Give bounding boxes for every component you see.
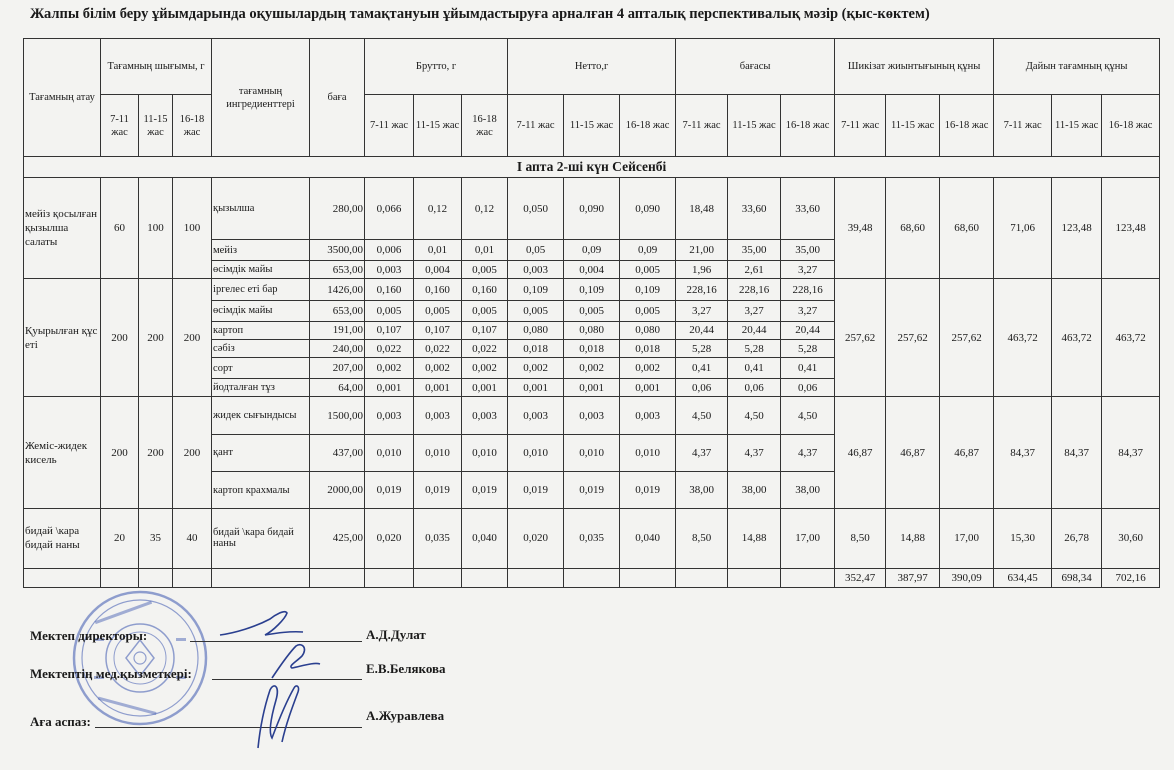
- signature-role-director: Мектеп директоры:: [30, 628, 148, 643]
- ingredient-name: картоп: [212, 321, 310, 339]
- ingredient-cost: 5,28: [676, 340, 728, 358]
- ingredient-net: 0,003: [508, 261, 564, 279]
- empty-cell: [365, 568, 414, 587]
- ingredient-gross: 0,010: [365, 434, 414, 471]
- table-row: [24, 178, 1160, 240]
- header-age-7-11: 7-11 жас: [365, 95, 414, 157]
- ingredient-net: 0,09: [620, 240, 676, 261]
- total-ready-price: 702,16: [1102, 568, 1160, 587]
- ingredient-name: бидай \кара бидай наны: [212, 509, 310, 569]
- empty-cell: [728, 568, 781, 587]
- header-age-11-15: 11-15 жас: [728, 95, 781, 157]
- day-row: [24, 157, 1160, 178]
- ingredient-net: 0,005: [620, 261, 676, 279]
- ingredient-net: 0,080: [620, 321, 676, 339]
- director-signature-icon: [215, 605, 305, 645]
- dish-raw-total: 8,50: [835, 509, 886, 569]
- table-row: [24, 279, 1160, 300]
- header-net: Нетто,г: [508, 39, 676, 95]
- dish-raw-total: 68,60: [940, 178, 994, 279]
- ingredient-price: 2000,00: [310, 471, 365, 508]
- ingredient-net: 0,005: [564, 300, 620, 321]
- dish-portion: 100: [173, 178, 212, 279]
- ingredient-cost: 228,16: [728, 279, 781, 300]
- header-gross: Брутто, г: [365, 39, 508, 95]
- ingredient-net: 0,003: [508, 397, 564, 434]
- dish-raw-total: 14,88: [886, 509, 940, 569]
- ingredient-price: 280,00: [310, 178, 365, 240]
- header-age-7-11: 7-11 жас: [101, 95, 139, 157]
- school-stamp-icon: [70, 588, 210, 728]
- ingredient-cost: 0,06: [728, 379, 781, 397]
- ingredient-cost: 0,06: [676, 379, 728, 397]
- signature-role-medic: Мектептің мед.қызметкері:: [30, 666, 192, 681]
- ingredient-gross: 0,020: [365, 509, 414, 569]
- dish-portion: 100: [139, 178, 173, 279]
- ingredient-cost: 2,61: [728, 261, 781, 279]
- empty-cell: [24, 568, 101, 587]
- total-raw-total: 390,09: [940, 568, 994, 587]
- dish-ready-price: 26,78: [1052, 509, 1102, 569]
- empty-cell: [310, 568, 365, 587]
- ingredient-cost: 14,88: [728, 509, 781, 569]
- ingredient-gross: 0,004: [414, 261, 462, 279]
- ingredient-net: 0,002: [620, 358, 676, 379]
- ingredient-gross: 0,035: [414, 509, 462, 569]
- dish-raw-total: 257,62: [886, 279, 940, 397]
- header-age-11-15: 11-15 жас: [886, 95, 940, 157]
- dish-raw-total: 46,87: [835, 397, 886, 509]
- dish-name: Жеміс-жидек кисель: [24, 397, 101, 509]
- empty-cell: [508, 568, 564, 587]
- ingredient-net: 0,002: [508, 358, 564, 379]
- dish-ready-price: 84,37: [1102, 397, 1160, 509]
- ingredient-net: 0,001: [620, 379, 676, 397]
- header-age-7-11: 7-11 жас: [676, 95, 728, 157]
- ingredient-cost: 8,50: [676, 509, 728, 569]
- header-cost: бағасы: [676, 39, 835, 95]
- ingredient-gross: 0,003: [365, 261, 414, 279]
- ingredient-gross: 0,010: [462, 434, 508, 471]
- dish-ready-price: 30,60: [1102, 509, 1160, 569]
- ingredient-price: 653,00: [310, 300, 365, 321]
- ingredient-cost: 1,96: [676, 261, 728, 279]
- ingredient-cost: 20,44: [781, 321, 835, 339]
- ingredient-name: өсімдік майы: [212, 261, 310, 279]
- ingredient-cost: 33,60: [728, 178, 781, 240]
- ingredient-cost: 3,27: [781, 300, 835, 321]
- ingredient-price: 240,00: [310, 340, 365, 358]
- menu-table: [23, 38, 1160, 588]
- ingredient-gross: 0,107: [462, 321, 508, 339]
- empty-cell: [620, 568, 676, 587]
- table-row: [24, 397, 1160, 434]
- ingredient-net: 0,019: [564, 471, 620, 508]
- ingredient-gross: 0,107: [365, 321, 414, 339]
- ingredient-gross: 0,01: [414, 240, 462, 261]
- ingredient-name: йодталған тұз: [212, 379, 310, 397]
- empty-cell: [462, 568, 508, 587]
- ingredient-cost: 3,27: [728, 300, 781, 321]
- dish-ready-price: 463,72: [1102, 279, 1160, 397]
- total-ready-price: 634,45: [994, 568, 1052, 587]
- dish-ready-price: 463,72: [1052, 279, 1102, 397]
- ingredient-price: 425,00: [310, 509, 365, 569]
- header-age-16-18: 16-18 жас: [173, 95, 212, 157]
- ingredient-cost: 18,48: [676, 178, 728, 240]
- ingredient-price: 3500,00: [310, 240, 365, 261]
- ingredient-gross: 0,002: [414, 358, 462, 379]
- ingredient-gross: 0,003: [414, 397, 462, 434]
- ingredient-net: 0,010: [508, 434, 564, 471]
- ingredient-price: 653,00: [310, 261, 365, 279]
- ingredient-net: 0,040: [620, 509, 676, 569]
- table-row: [24, 509, 1160, 569]
- ingredient-gross: 0,066: [365, 178, 414, 240]
- dish-ready-price: 71,06: [994, 178, 1052, 279]
- ingredient-price: 207,00: [310, 358, 365, 379]
- dish-ready-price: 84,37: [1052, 397, 1102, 509]
- totals-row: [24, 568, 1160, 587]
- header-raw-total: Шикізат жиынтығының құны: [835, 39, 994, 95]
- ingredient-gross: 0,022: [365, 340, 414, 358]
- empty-cell: [781, 568, 835, 587]
- header-age-11-15: 11-15 жас: [139, 95, 173, 157]
- ingredient-cost: 33,60: [781, 178, 835, 240]
- ingredient-net: 0,005: [620, 300, 676, 321]
- ingredient-gross: 0,002: [462, 358, 508, 379]
- ingredient-gross: 0,040: [462, 509, 508, 569]
- ingredient-cost: 35,00: [728, 240, 781, 261]
- ingredient-net: 0,050: [508, 178, 564, 240]
- signature-line-chef: [95, 727, 362, 728]
- ingredient-gross: 0,005: [414, 300, 462, 321]
- ingredient-gross: 0,107: [414, 321, 462, 339]
- ingredient-net: 0,003: [620, 397, 676, 434]
- ingredient-cost: 5,28: [728, 340, 781, 358]
- ingredient-cost: 228,16: [781, 279, 835, 300]
- ingredient-net: 0,010: [564, 434, 620, 471]
- ingredient-net: 0,019: [620, 471, 676, 508]
- ingredient-net: 0,001: [564, 379, 620, 397]
- ingredient-cost: 4,50: [781, 397, 835, 434]
- ingredient-name: іргелес еті бар: [212, 279, 310, 300]
- header-age-11-15: 11-15 жас: [564, 95, 620, 157]
- signature-name-medic: Е.В.Белякова: [366, 661, 446, 676]
- header-price: баға: [310, 39, 365, 157]
- ingredient-gross: 0,160: [365, 279, 414, 300]
- ingredient-cost: 0,41: [728, 358, 781, 379]
- ingredient-cost: 4,37: [728, 434, 781, 471]
- ingredient-gross: 0,005: [365, 300, 414, 321]
- ingredient-net: 0,109: [620, 279, 676, 300]
- ingredient-net: 0,010: [620, 434, 676, 471]
- ingredient-gross: 0,160: [414, 279, 462, 300]
- ingredient-price: 191,00: [310, 321, 365, 339]
- ingredient-cost: 4,50: [728, 397, 781, 434]
- header-age-11-15: 11-15 жас: [414, 95, 462, 157]
- dish-raw-total: 68,60: [886, 178, 940, 279]
- header-age-16-18: 16-18 жас: [940, 95, 994, 157]
- header-ingredients: тағамның ингредиенттері: [212, 39, 310, 157]
- ingredient-net: 0,004: [564, 261, 620, 279]
- header-ready-price: Дайын тағамның құны: [994, 39, 1160, 95]
- ingredient-price: 1426,00: [310, 279, 365, 300]
- ingredient-price: 64,00: [310, 379, 365, 397]
- ingredient-price: 437,00: [310, 434, 365, 471]
- ingredient-gross: 0,01: [462, 240, 508, 261]
- header-row-ages: [24, 95, 1160, 157]
- ingredient-cost: 21,00: [676, 240, 728, 261]
- empty-cell: [676, 568, 728, 587]
- dish-ready-price: 84,37: [994, 397, 1052, 509]
- menu-table-body: [24, 39, 1160, 588]
- ingredient-name: қант: [212, 434, 310, 471]
- dish-portion: 200: [101, 279, 139, 397]
- ingredient-gross: 0,019: [414, 471, 462, 508]
- ingredient-net: 0,018: [564, 340, 620, 358]
- header-dish-name: Тағамның атау: [24, 39, 101, 157]
- ingredient-cost: 4,37: [781, 434, 835, 471]
- ingredient-gross: 0,022: [414, 340, 462, 358]
- header-age-16-18: 16-18 жас: [620, 95, 676, 157]
- ingredient-gross: 0,12: [462, 178, 508, 240]
- signature-name-director: А.Д.Дулат: [366, 627, 426, 642]
- dish-raw-total: 17,00: [940, 509, 994, 569]
- ingredient-cost: 35,00: [781, 240, 835, 261]
- dish-ready-price: 15,30: [994, 509, 1052, 569]
- dish-name: мейіз қосылған қызылша салаты: [24, 178, 101, 279]
- ingredient-cost: 20,44: [676, 321, 728, 339]
- ingredient-gross: 0,12: [414, 178, 462, 240]
- chef-signature-icon: [238, 678, 318, 758]
- signature-role-chef: Аға аспаз:: [30, 714, 91, 729]
- empty-cell: [139, 568, 173, 587]
- total-raw-total: 387,97: [886, 568, 940, 587]
- ingredient-cost: 3,27: [676, 300, 728, 321]
- ingredient-gross: 0,005: [462, 261, 508, 279]
- ingredient-name: қызылша: [212, 178, 310, 240]
- ingredient-gross: 0,010: [414, 434, 462, 471]
- dish-portion: 200: [173, 397, 212, 509]
- ingredient-name: жидек сығындысы: [212, 397, 310, 434]
- ingredient-net: 0,090: [564, 178, 620, 240]
- ingredient-name: картоп крахмалы: [212, 471, 310, 508]
- ingredient-cost: 4,37: [676, 434, 728, 471]
- header-age-7-11: 7-11 жас: [994, 95, 1052, 157]
- header-age-7-11: 7-11 жас: [835, 95, 886, 157]
- ingredient-gross: 0,003: [365, 397, 414, 434]
- ingredient-name: сәбіз: [212, 340, 310, 358]
- ingredient-net: 0,109: [564, 279, 620, 300]
- empty-cell: [564, 568, 620, 587]
- dish-portion: 200: [101, 397, 139, 509]
- ingredient-cost: 4,50: [676, 397, 728, 434]
- ingredient-name: өсімдік майы: [212, 300, 310, 321]
- empty-cell: [212, 568, 310, 587]
- header-age-7-11: 7-11 жас: [508, 95, 564, 157]
- dish-portion: 60: [101, 178, 139, 279]
- ingredient-net: 0,005: [508, 300, 564, 321]
- medic-signature-icon: [262, 642, 332, 682]
- ingredient-gross: 0,160: [462, 279, 508, 300]
- ingredient-net: 0,035: [564, 509, 620, 569]
- dish-portion: 20: [101, 509, 139, 569]
- page-title: Жалпы білім беру ұйымдарында оқушылардың тамақтануын ұйымдастыруға арналған 4 апталық перспективалық мәзір (қыс-көктем): [30, 6, 930, 22]
- dish-ready-price: 123,48: [1102, 178, 1160, 279]
- ingredient-net: 0,05: [508, 240, 564, 261]
- ingredient-cost: 38,00: [728, 471, 781, 508]
- ingredient-gross: 0,001: [462, 379, 508, 397]
- dish-raw-total: 257,62: [835, 279, 886, 397]
- ingredient-gross: 0,005: [462, 300, 508, 321]
- ingredient-price: 1500,00: [310, 397, 365, 434]
- dish-ready-price: 463,72: [994, 279, 1052, 397]
- ingredient-gross: 0,001: [414, 379, 462, 397]
- header-age-16-18: 16-18 жас: [462, 95, 508, 157]
- ingredient-cost: 5,28: [781, 340, 835, 358]
- header-age-16-18: 16-18 жас: [781, 95, 835, 157]
- dish-portion: 35: [139, 509, 173, 569]
- empty-cell: [414, 568, 462, 587]
- dish-portion: 200: [139, 279, 173, 397]
- ingredient-cost: 17,00: [781, 509, 835, 569]
- ingredient-name: сорт: [212, 358, 310, 379]
- ingredient-cost: 0,41: [676, 358, 728, 379]
- ingredient-cost: 0,06: [781, 379, 835, 397]
- ingredient-net: 0,090: [620, 178, 676, 240]
- ingredient-net: 0,018: [508, 340, 564, 358]
- dish-raw-total: 46,87: [886, 397, 940, 509]
- ingredient-gross: 0,001: [365, 379, 414, 397]
- dish-portion: 40: [173, 509, 212, 569]
- ingredient-net: 0,080: [508, 321, 564, 339]
- dish-name: Қуырылған құс еті: [24, 279, 101, 397]
- ingredient-net: 0,001: [508, 379, 564, 397]
- ingredient-net: 0,080: [564, 321, 620, 339]
- signature-name-chef: А.Журавлева: [366, 708, 445, 723]
- ingredient-net: 0,003: [564, 397, 620, 434]
- ingredient-gross: 0,002: [365, 358, 414, 379]
- ingredient-name: мейіз: [212, 240, 310, 261]
- dish-raw-total: 39,48: [835, 178, 886, 279]
- header-portion: Тағамның шығымы, г: [101, 39, 212, 95]
- dish-portion: 200: [139, 397, 173, 509]
- total-ready-price: 698,34: [1052, 568, 1102, 587]
- ingredient-net: 0,109: [508, 279, 564, 300]
- dish-raw-total: 257,62: [940, 279, 994, 397]
- dish-portion: 200: [173, 279, 212, 397]
- ingredient-cost: 38,00: [676, 471, 728, 508]
- empty-cell: [101, 568, 139, 587]
- ingredient-net: 0,018: [620, 340, 676, 358]
- dish-ready-price: 123,48: [1052, 178, 1102, 279]
- ingredient-cost: 3,27: [781, 261, 835, 279]
- dish-raw-total: 46,87: [940, 397, 994, 509]
- ingredient-net: 0,002: [564, 358, 620, 379]
- ingredient-gross: 0,019: [462, 471, 508, 508]
- ingredient-gross: 0,019: [365, 471, 414, 508]
- ingredient-net: 0,020: [508, 509, 564, 569]
- ingredient-gross: 0,006: [365, 240, 414, 261]
- empty-cell: [173, 568, 212, 587]
- day-label: І апта 2-ші күн Сейсенбі: [24, 157, 1160, 178]
- ingredient-net: 0,09: [564, 240, 620, 261]
- ingredient-cost: 0,41: [781, 358, 835, 379]
- header-age-16-18: 16-18 жас: [1102, 95, 1160, 157]
- ingredient-gross: 0,003: [462, 397, 508, 434]
- header-age-11-15: 11-15 жас: [1052, 95, 1102, 157]
- ingredient-cost: 20,44: [728, 321, 781, 339]
- header-row-1: [24, 39, 1160, 95]
- ingredient-net: 0,019: [508, 471, 564, 508]
- dish-name: бидай \кара бидай наны: [24, 509, 101, 569]
- total-raw-total: 352,47: [835, 568, 886, 587]
- ingredient-gross: 0,022: [462, 340, 508, 358]
- ingredient-cost: 38,00: [781, 471, 835, 508]
- ingredient-cost: 228,16: [676, 279, 728, 300]
